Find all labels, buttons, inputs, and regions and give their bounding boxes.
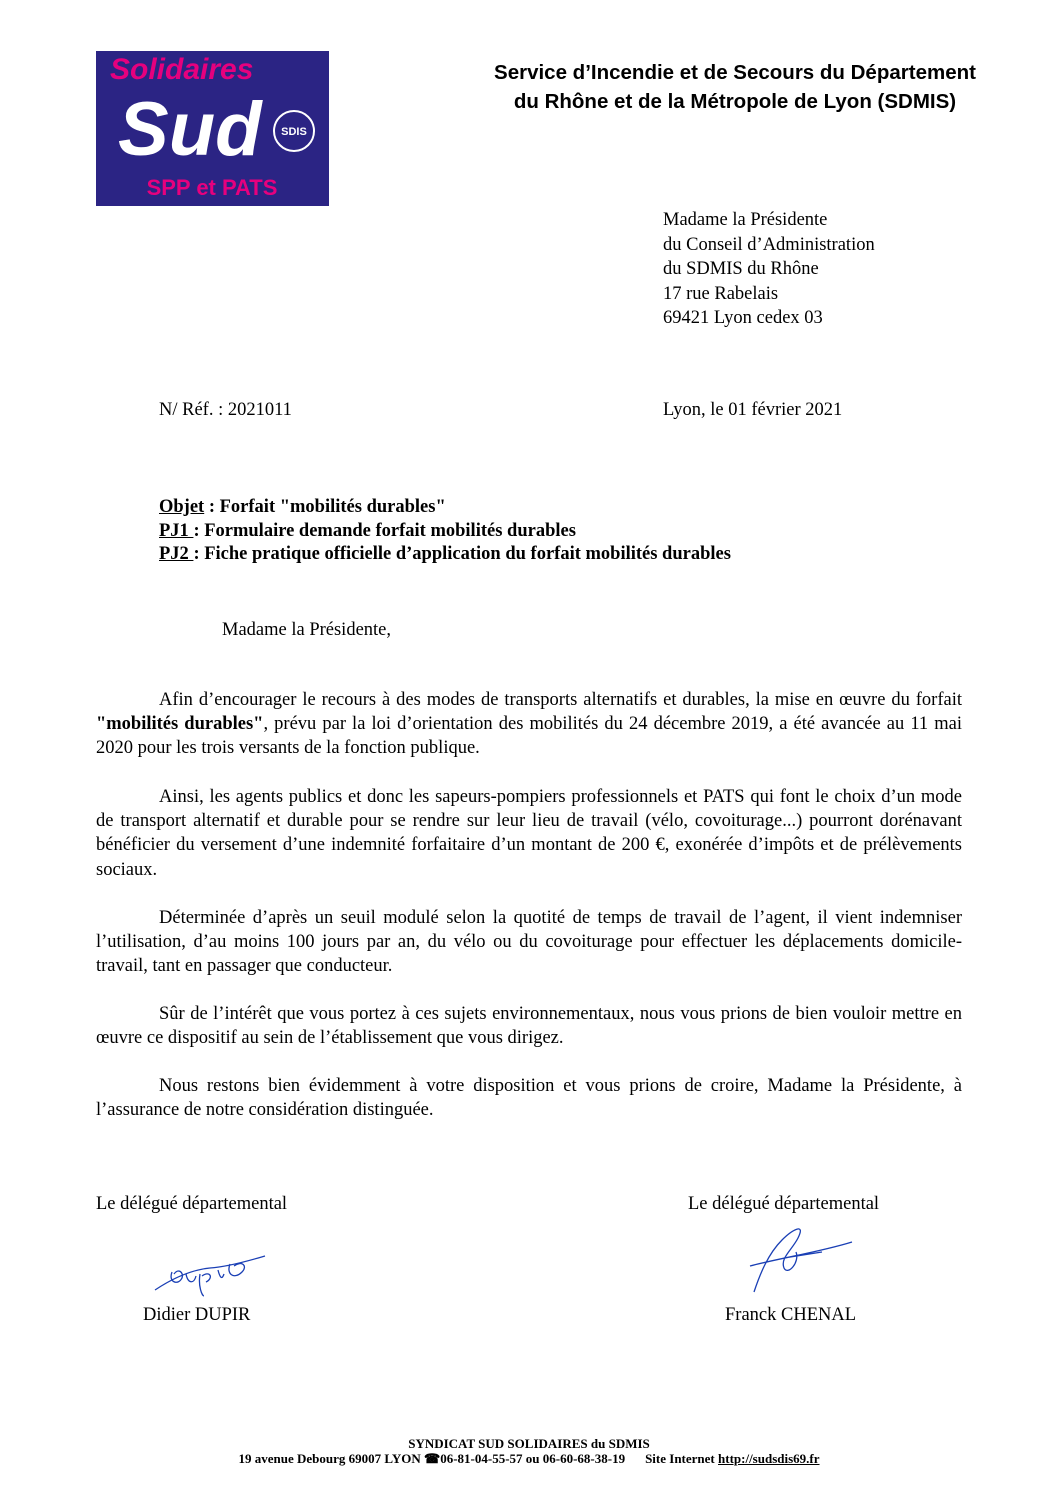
- attachment-2-line: [159, 543, 731, 567]
- phone-icon: ☎: [424, 1451, 441, 1466]
- footer-address: 19 avenue Debourg 69007 LYON: [238, 1451, 424, 1466]
- body-paragraph-3: Déterminée d’après un seuil modulé selon la quotité de temps de travail de l’agent, il vient indemniser l’utilisation, d’au moins 100 jours par an, du vélo ou du covoiturage pour effectuer les déplacements domicile-travail, tant en passager que conducteur.: [96, 908, 962, 977]
- logo-badge-text: SDIS: [281, 126, 307, 138]
- right-signatory-name: Franck CHENAL: [725, 1305, 857, 1325]
- address-line: du Conseil d’Administration: [663, 234, 875, 255]
- address-line: 17 rue Rabelais: [663, 283, 779, 304]
- footer-site-label: Site Internet: [645, 1451, 719, 1466]
- letter-date: Lyon, le 01 février 2021: [663, 400, 843, 420]
- title-line-1: Service d’Incendie et de Secours du Département: [494, 61, 976, 84]
- attachment-1-text: : Formulaire demande forfait mobilités durables: [193, 520, 576, 541]
- left-signatory-name: Didier DUPIR: [143, 1305, 251, 1325]
- subject-text: : Forfait "mobilités durables": [204, 497, 446, 517]
- salutation: Madame la Présidente,: [222, 620, 392, 640]
- body-paragraph-5: Nous restons bien évidemment à votre disposition et vous prions de croire, Madame la Présidente, à l’assurance de notre considération distinguée.: [96, 1076, 962, 1121]
- subject-label: Objet: [159, 497, 205, 517]
- footer-contact-line: [0, 1451, 1058, 1466]
- right-signature-image: [740, 1218, 860, 1298]
- left-signature-image: [150, 1250, 270, 1302]
- logo-artwork: [96, 51, 329, 206]
- footer-phones: 06-81-04-55-57 ou 06-60-68-38-19: [440, 1451, 626, 1466]
- footer-org-name: SYNDICAT SUD SOLIDAIRES du SDMIS: [408, 1436, 650, 1451]
- body-paragraph-4: Sûr de l’intérêt que vous portez à ces sujets environnementaux, nous vous prions de bien vouloir mettre en œuvre ce dispositif au sein de l’établissement que vous dirigez.: [96, 1004, 962, 1049]
- attachment-2-text: : Fiche pratique officielle d’application du forfait mobilités durables: [193, 544, 731, 564]
- subject-block: [159, 496, 731, 567]
- recipient-address: [663, 208, 875, 331]
- attachment-1-line: [159, 520, 731, 544]
- left-signatory-title: Le délégué départemental: [96, 1194, 288, 1214]
- attachment-2-label: PJ2: [159, 544, 194, 564]
- page-title: [440, 58, 1030, 116]
- paragraph-text: Afin d’encourager le recours à des modes de transports alternatifs et durables, la mise en œuvre du forfait: [159, 690, 962, 710]
- logo-bottom-text: SPP et PATS: [146, 175, 278, 200]
- address-line: Madame la Présidente: [663, 210, 828, 230]
- logo-top-text: Solidaires: [110, 53, 254, 86]
- paragraph-emphasis: "mobilités durables": [96, 714, 264, 735]
- body-paragraph-1: [96, 688, 962, 761]
- address-line: du SDMIS du Rhône: [663, 259, 819, 279]
- paragraph-text: , prévu par la loi d’orientation des mobilités du 24 décembre 2019, a été avancée au 11 mai 2020 pour les trois versants de la fonction publique.: [96, 714, 962, 759]
- title-line-2: du Rhône et de la Métropole de Lyon (SDMIS): [513, 90, 957, 113]
- footer-site-link[interactable]: http://sudsdis69.fr: [718, 1451, 820, 1466]
- subject-line: [159, 496, 731, 520]
- body-paragraph-2: Ainsi, les agents publics et donc les sapeurs-pompiers professionnels et PATS qui font le choix d’un mode de transport alternatif et durable pour se rendre sur leur lieu de travail (vélo, covoiturage...) pourront dorénavant bénéficier du versement d’une indemnité forfaitaire d’un montant de 200 €, exonérée d’impôts et de prélèvements sociaux.: [96, 787, 962, 880]
- address-line: 69421 Lyon cedex 03: [663, 308, 823, 328]
- right-signatory-title: Le délégué départemental: [688, 1194, 880, 1214]
- logo-main-text: Sud: [118, 87, 262, 172]
- sud-solidaires-logo: [96, 51, 329, 206]
- footer: [0, 1436, 1058, 1466]
- reference-number: N/ Réf. : 2021011: [159, 400, 292, 420]
- attachment-1-label: PJ1: [159, 520, 194, 541]
